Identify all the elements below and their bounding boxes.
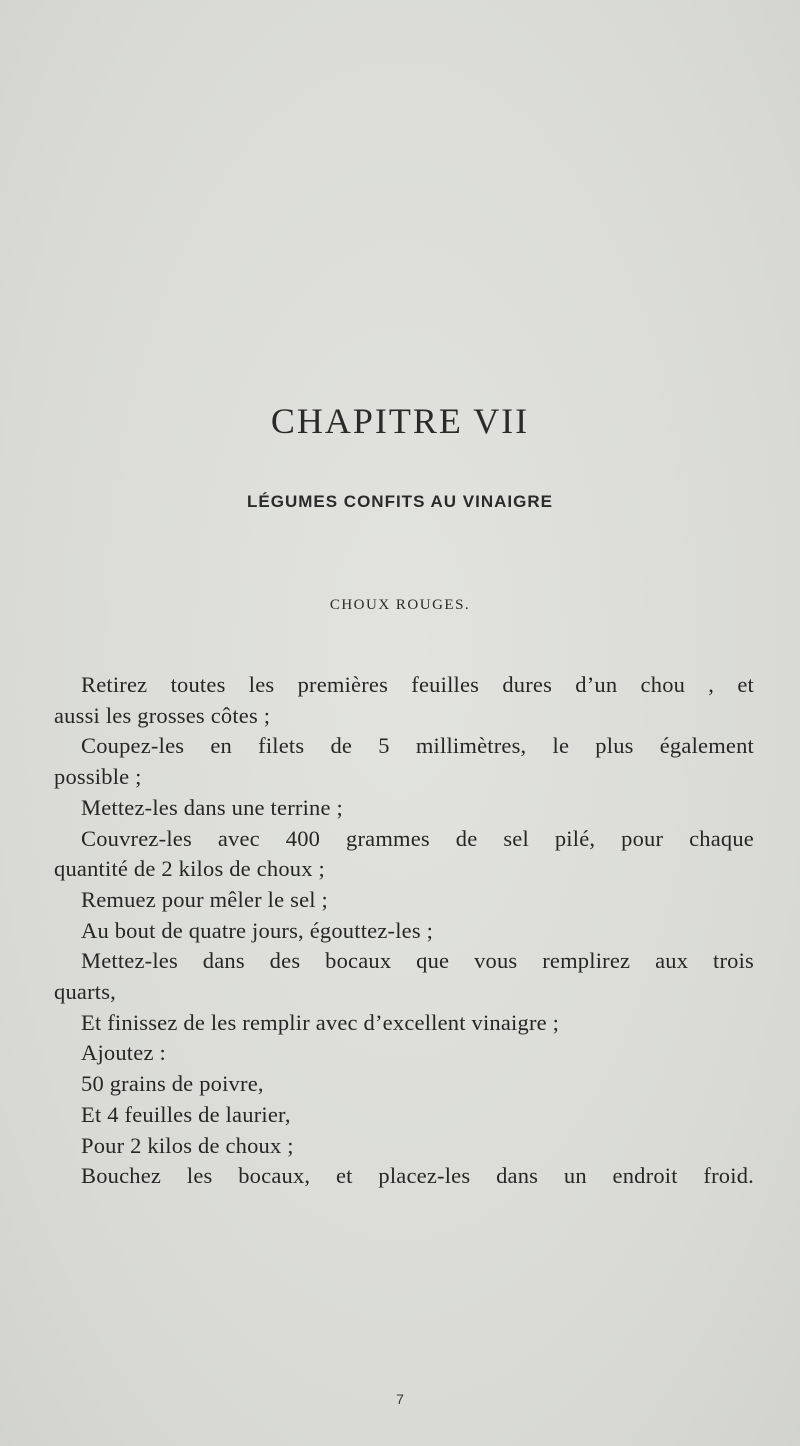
text-line-2: aussi les grosses côtes ;: [54, 702, 271, 728]
text-line-8: Remuez pour mêler le sel ;: [81, 886, 328, 912]
text-line-15: Et 4 feuilles de laurier,: [81, 1101, 291, 1127]
text-line-12: Et finissez de les remplir avec d’excellent vinaigre ;: [81, 1009, 560, 1035]
text-line-10: Mettez-les dans des bocaux que vous remplirez aux trois: [81, 948, 754, 974]
text-line-1: Retirez toutes les premières feuilles dures d’un chou , et: [81, 672, 754, 697]
page-number: 7: [396, 1391, 404, 1407]
text-line-5: Mettez-les dans une terrine ;: [81, 794, 343, 820]
text-line-6: Couvrez-les avec 400 grammes de sel pilé, pour chaque: [81, 825, 754, 851]
chapter-heading: CHAPITRE VII: [270, 401, 530, 441]
text-line-11: quarts,: [54, 979, 117, 1005]
subsection-title: CHOUX ROUGES.: [329, 597, 471, 613]
text-line-16: Pour 2 kilos de choux ;: [81, 1132, 294, 1158]
text-line-14: 50 grains de poivre,: [81, 1071, 264, 1097]
text-line-4: possible ;: [54, 764, 142, 790]
text-line-13: Ajoutez :: [81, 1040, 166, 1066]
section-title: LÉGUMES CONFITS AU VINAIGRE: [247, 492, 553, 511]
text-line-9: Au bout de quatre jours, égouttez-les ;: [81, 917, 434, 943]
text-line-7: quantité de 2 kilos de choux ;: [54, 856, 325, 882]
text-line-17: Bouchez les bocaux, et placez-les dans un endroit froid.: [81, 1163, 754, 1189]
text-line-3: Coupez-les en filets de 5 millimètres, le plus également: [81, 733, 754, 759]
recipe-body: [54, 670, 754, 1192]
